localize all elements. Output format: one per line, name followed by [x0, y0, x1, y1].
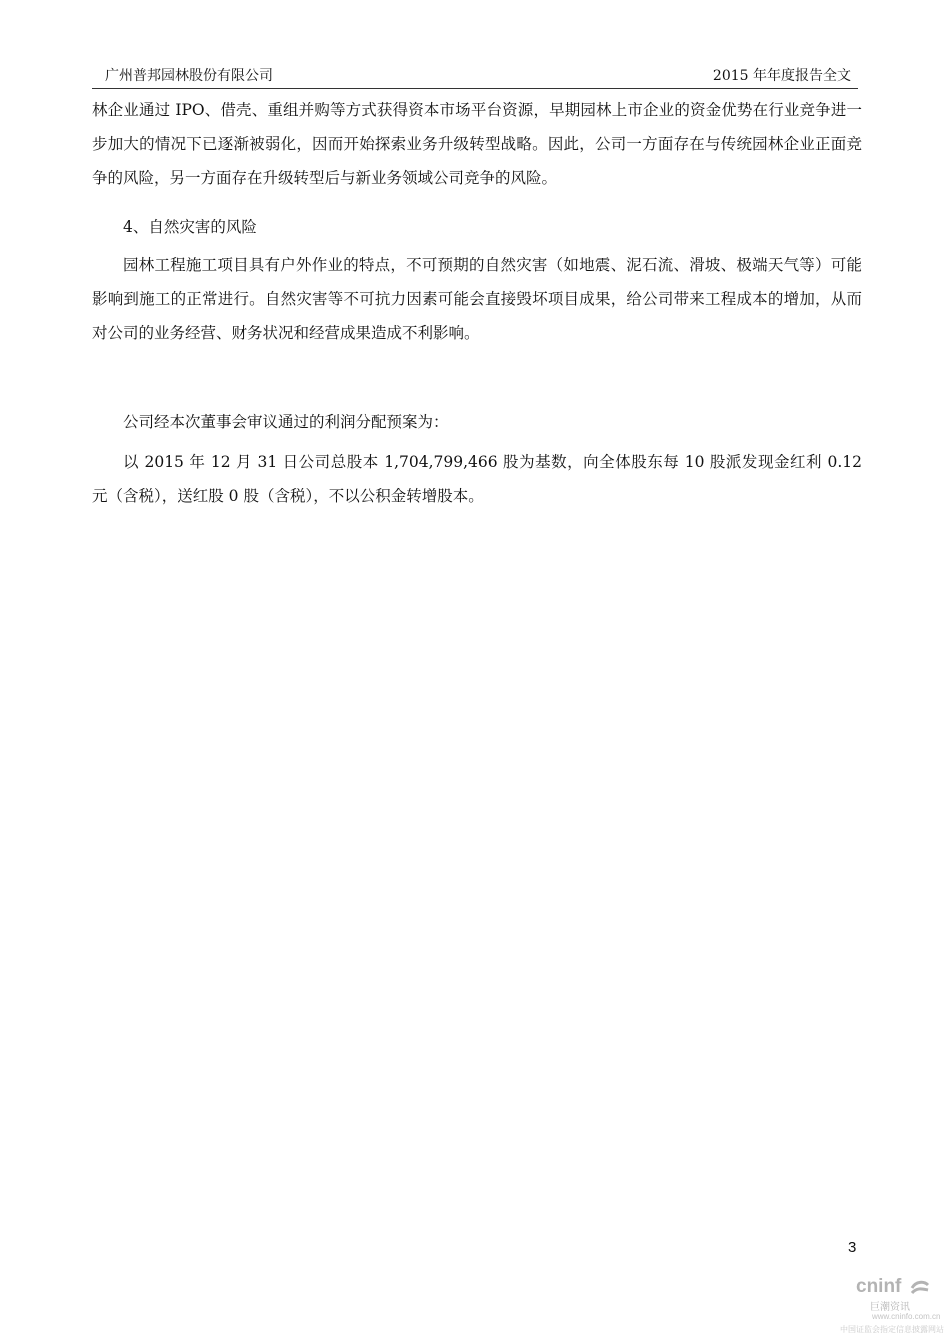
- watermark-cn-name: 巨潮资讯: [870, 1302, 910, 1313]
- watermark-org: 中国证监会指定信息披露网站: [840, 1325, 944, 1334]
- cninfo-swoosh-icon: [910, 1279, 930, 1301]
- watermark-brand: cninf: [856, 1276, 902, 1297]
- paragraph-profit-distribution-plan: 以 2015 年 12 月 31 日公司总股本 1,704,799,466 股为基数，向全体股东每 10 股派发现金红利 0.12 元（含税），送红股 0 股（含税），不以公积金转增股本。: [92, 453, 862, 505]
- page-header: [92, 64, 858, 88]
- paragraph-natural-disaster-risk: 园林工程施工项目具有户外作业的特点，不可预期的自然灾害（如地震、泥石流、滑坡、极端天气等）可能影响到施工的正常进行。自然灾害等不可抗力因素可能会直接毁坏项目成果，给公司带来工程成本的增加，从而对公司的业务经营、财务状况和经营成果造成不利影响。: [92, 256, 862, 342]
- page-number: 3: [848, 1239, 857, 1256]
- paragraph-competition-risk: 林企业通过 IPO、借壳、重组并购等方式获得资本市场平台资源，早期园林上市企业的资金优势在行业竞争进一步加大的情况下已逐渐被弱化，因而开始探索业务升级转型战略。因此，公司一方面存在与传统园林企业正面竞争的风险，另一方面存在升级转型后与新业务领域公司竞争的风险。: [92, 101, 862, 187]
- watermark-url: www.cninfo.com.cn: [872, 1312, 941, 1321]
- section-heading-natural-disaster-risk: 4、自然灾害的风险: [123, 218, 257, 236]
- header-divider: [92, 88, 858, 89]
- cninfo-watermark-logo: [836, 1276, 946, 1342]
- paragraph-profit-distribution-intro: 公司经本次董事会审议通过的利润分配预案为：: [123, 413, 449, 431]
- header-company-name: 广州普邦园林股份有限公司: [105, 68, 273, 84]
- header-report-title: 2015 年年度报告全文: [712, 68, 851, 84]
